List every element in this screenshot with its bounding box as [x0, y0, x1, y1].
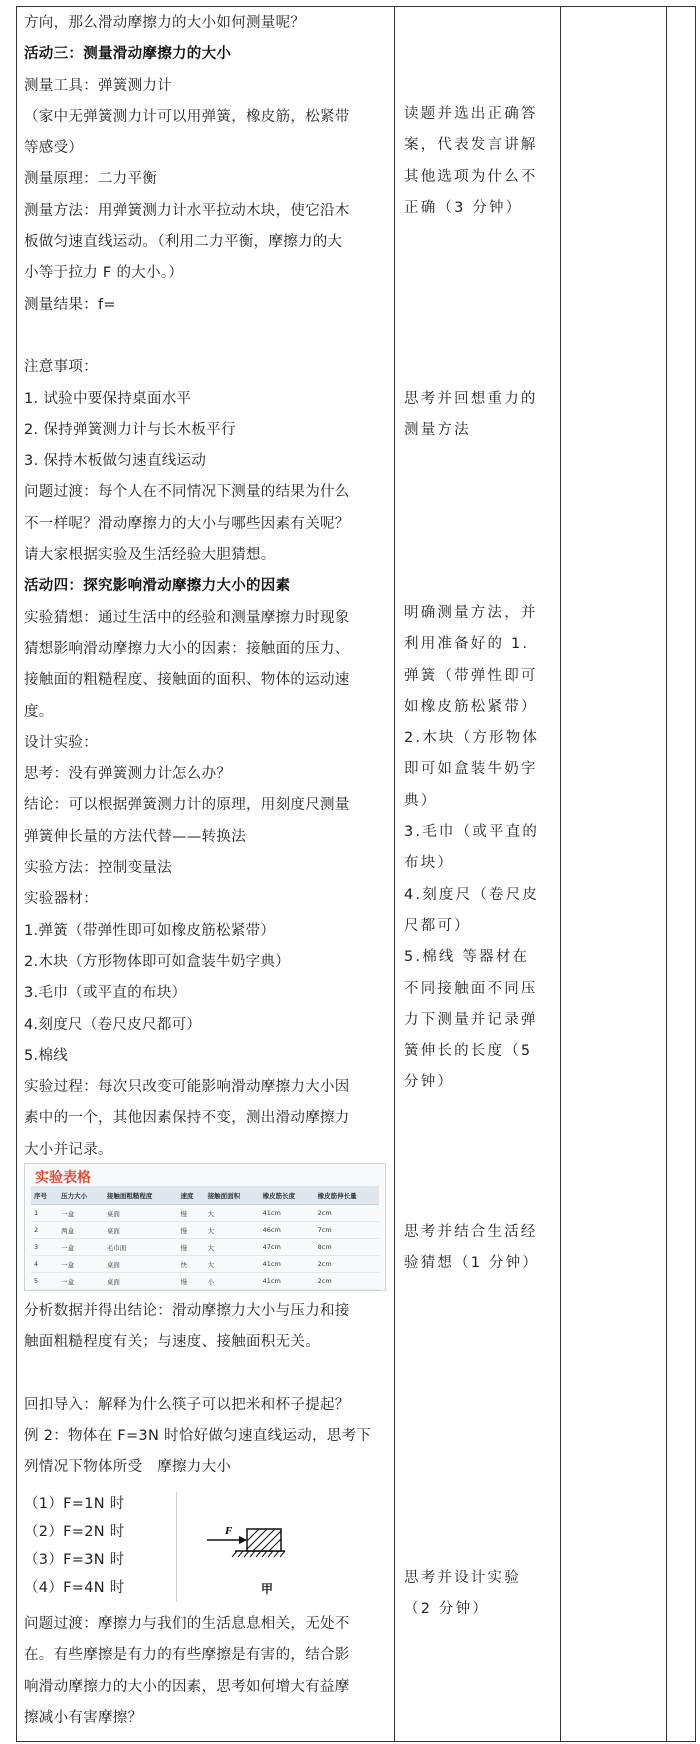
table-cell: 7cm [315, 1222, 379, 1239]
table-cell: 两盒 [58, 1222, 104, 1239]
text-line: 在。有些摩擦是有力的有些摩擦是有害的，结合影 [24, 1647, 350, 1664]
student-activity-line: 明确测量方法，并 [404, 605, 538, 621]
table-row [31, 1205, 379, 1222]
table-cell: 桌面 [104, 1205, 178, 1222]
column-divider [560, 6, 561, 1742]
table-cell: 2cm [315, 1256, 379, 1273]
table-row [31, 1222, 379, 1239]
table-cell: 大 [205, 1256, 260, 1273]
student-activity-line: 正确（3 分钟） [404, 199, 523, 216]
text-line: 触面粗糙程度有关；与速度、接触面积无关。 [24, 1334, 320, 1351]
table-cell: 毛巾面 [104, 1239, 178, 1256]
text-line: 设计实验： [24, 734, 98, 751]
text-line: 思考：没有弹簧测力计怎么办？ [24, 766, 232, 783]
student-activity-line: 力下测量并记录弹 [404, 1011, 538, 1028]
student-activity-line: 簧伸长的长度（5 [404, 1043, 533, 1060]
text-line: 回扣导入：解释为什么筷子可以把米和杯子提起？ [24, 1396, 350, 1413]
student-activity-line: 即可如盒装牛奶字 [404, 761, 538, 778]
student-activity-block [404, 1217, 549, 1280]
student-activity-line: 测量方法 [404, 422, 471, 439]
student-activity-line: 分钟） [404, 1074, 455, 1091]
table-cell: 慢 [177, 1273, 204, 1290]
table-cell: 桌面 [104, 1222, 178, 1239]
example-option: （3）F=3N 时 [24, 1552, 125, 1568]
student-activity-line: 典） [404, 792, 438, 809]
text-line: 测量方法：用弹簧测力计水平拉动木块，使它沿木 [24, 202, 350, 219]
text-line: 注意事项： [24, 359, 98, 376]
student-activity-line: 思考并设计实验 [404, 1570, 521, 1586]
text-line: 测量结果：f= [24, 296, 116, 313]
section-heading: 活动三：测量滑动摩擦力的大小 [24, 46, 232, 63]
experiment-table [31, 1186, 379, 1290]
student-activity-line: 不同接触面不同压 [404, 980, 538, 997]
example-option: （1）F=1N 时 [24, 1496, 125, 1512]
student-activity-block [404, 1563, 549, 1626]
table-cell: 一盒 [58, 1239, 104, 1256]
example-option: （4）F=4N 时 [24, 1580, 125, 1596]
text-line: 分析数据并得出结论：滑动摩擦力大小与压力和接 [24, 1303, 350, 1319]
table-cell: 4 [31, 1256, 58, 1273]
table-header-cell: 橡皮筋长度 [260, 1186, 315, 1205]
student-activity-line: 弹簧（带弹性即可 [404, 667, 538, 684]
text-line: 板做匀速直线运动。（利用二力平衡，摩擦力的大 [24, 234, 343, 251]
table-header-cell: 接触面粗糙程度 [104, 1186, 178, 1205]
text-line: 弹簧伸长量的方法代替——转换法 [24, 828, 246, 845]
table-cell: 41cm [260, 1273, 315, 1290]
text-line: 测量工具：弹簧测力计 [24, 77, 172, 94]
block-on-surface-diagram [177, 1492, 339, 1602]
table-cell: 一盒 [58, 1256, 104, 1273]
table-row [31, 1273, 379, 1290]
student-activity-line: 布块） [404, 855, 455, 872]
table-cell: 大 [205, 1239, 260, 1256]
table-cell: 5 [31, 1273, 58, 1290]
table-cell: 一盒 [58, 1273, 104, 1290]
text-line: 实验猜想：通过生活中的经验和测量摩擦力时现象 [24, 609, 350, 626]
student-activity-line: 案，代表发言讲解 [404, 137, 538, 154]
ground-hatching [232, 1551, 285, 1557]
student-activity-block [404, 598, 549, 1099]
table-cell: 桌面 [104, 1273, 178, 1290]
teaching-content-column [24, 8, 394, 1166]
force-label: F [225, 1525, 233, 1537]
student-activity-block [404, 384, 549, 447]
text-line [24, 1359, 394, 1390]
text-line: 问题过渡：摩擦力与我们的生活息息相关，无处不 [24, 1616, 350, 1632]
student-activity-block [404, 99, 549, 224]
table-cell: 一盒 [58, 1205, 104, 1222]
text-line: 问题过渡：每个人在不同情况下测量的结果为什么 [24, 484, 350, 501]
column-divider [666, 6, 667, 1742]
table-cell: 快 [177, 1256, 204, 1273]
table-row [31, 1256, 379, 1273]
text-line: 3.毛巾（或平直的布块） [24, 985, 187, 1002]
table-header-cell: 序号 [31, 1186, 58, 1205]
text-line: 擦减小有害摩擦？ [24, 1709, 143, 1726]
text-line: 实验方法：控制变量法 [24, 860, 172, 877]
student-activity-line: 思考并结合生活经 [404, 1224, 538, 1240]
experiment-table-image [24, 1163, 386, 1291]
text-line: 3. 保持木板做匀速直线运动 [24, 453, 207, 470]
figure-caption: 甲 [261, 1582, 274, 1596]
table-cell: 8cm [315, 1239, 379, 1256]
table-cell: 2cm [315, 1205, 379, 1222]
text-line: 4.刻度尺（卷尺皮尺都可） [24, 1016, 202, 1033]
closing-section [24, 1609, 394, 1734]
table-cell: 大 [205, 1205, 260, 1222]
text-line: 素中的一个，其他因素保持不变，测出滑动摩擦力 [24, 1110, 350, 1127]
student-activity-line: 5.棉线 等器材在 [404, 949, 530, 966]
text-line: 结论：可以根据弹簧测力计的原理，用刻度尺测量 [24, 797, 350, 814]
text-line: 列情况下物体所受 摩擦力大小 [24, 1459, 232, 1476]
table-cell: 41cm [260, 1256, 315, 1273]
experiment-table-title: 实验表格 [35, 1170, 91, 1186]
student-activity-line: 如橡皮筋松紧带） [404, 698, 538, 715]
table-cell: 小 [205, 1273, 260, 1290]
text-line: 不一样呢？滑动摩擦力的大小与哪些因素有关呢？ [24, 515, 350, 532]
table-cell: 3 [31, 1239, 58, 1256]
table-cell: 桌面 [104, 1256, 178, 1273]
text-line: 响滑动摩擦力的大小的因素，思考如何增大有益摩 [24, 1678, 350, 1695]
text-line: 小等于拉力 F 的大小。） [24, 265, 184, 282]
student-activity-line: 读题并选出正确答 [404, 106, 538, 122]
text-line: 大小并记录。 [24, 1141, 113, 1158]
table-header-cell: 压力大小 [58, 1186, 104, 1205]
student-activity-line: 2.木块（方形物体 [404, 730, 540, 747]
student-activity-line: 验猜想（1 分钟） [404, 1255, 540, 1272]
student-activity-line: 思考并回想重力的 [404, 391, 538, 407]
table-cell: 41cm [260, 1205, 315, 1222]
text-line: 2. 保持弹簧测力计与长木板平行 [24, 421, 236, 438]
text-line: 度。 [24, 703, 54, 720]
table-cell: 2 [31, 1222, 58, 1239]
text-line: 猜想影响滑动摩擦力大小的因素：接触面的压力、 [24, 640, 350, 657]
table-cell: 大 [205, 1222, 260, 1239]
text-line: 请大家根据实验及生活经验大胆猜想。 [24, 547, 276, 564]
text-line: 1.弹簧（带弹性即可如橡皮筋松紧带） [24, 922, 276, 939]
student-activity-line: 利用准备好的 1. [404, 636, 530, 653]
student-activity-line: 其他选项为什么不 [404, 168, 538, 185]
student-activity-line: （2 分钟） [404, 1601, 490, 1618]
text-line [24, 321, 394, 352]
text-line: 实验过程：每次只改变可能影响滑动摩擦力大小因 [24, 1079, 350, 1096]
table-header-cell: 接触面面积 [205, 1186, 260, 1205]
table-header-cell: 速度 [177, 1186, 204, 1205]
table-cell: 47cm [260, 1239, 315, 1256]
student-activity-line: 尺都可） [404, 917, 471, 934]
text-line: 1. 试验中要保持桌面水平 [24, 390, 192, 407]
text-line: 等感受） [24, 140, 84, 157]
text-line: （家中无弹簧测力计可以用弹簧，橡皮筋，松紧带 [24, 108, 350, 125]
arrow-head [239, 1536, 247, 1544]
text-line: 5.棉线 [24, 1047, 69, 1064]
example-option: （2）F=2N 时 [24, 1524, 125, 1540]
text-line: 测量原理：二力平衡 [24, 171, 158, 188]
table-cell: 1 [31, 1205, 58, 1222]
table-cell: 慢 [177, 1239, 204, 1256]
text-line: 2.木块（方形物体即可如盒装牛奶字典） [24, 953, 291, 970]
table-cell: 2cm [315, 1273, 379, 1290]
table-cell: 慢 [177, 1222, 204, 1239]
table-cell: 慢 [177, 1205, 204, 1222]
student-activity-line: 3.毛巾（或平直的 [404, 824, 540, 841]
table-row [31, 1239, 379, 1256]
text-line: 方向，那么滑动摩擦力的大小如何测量呢？ [24, 15, 306, 31]
text-line: 实验器材： [24, 891, 98, 908]
text-line: 例 2：物体在 F=3N 时恰好做匀速直线运动，思考下 [24, 1428, 372, 1445]
student-activity-line: 4.刻度尺（卷尺皮 [404, 886, 540, 903]
table-header-cell: 橡皮筋伸长量 [315, 1186, 379, 1205]
force-diagram [176, 1492, 339, 1602]
section-heading: 活动四：探究影响滑动摩擦力大小的因素 [24, 578, 291, 595]
text-line: 接触面的粗糙程度、接触面的面积、物体的运动速 [24, 672, 350, 689]
column-divider [394, 6, 395, 1742]
conclusion-section [24, 1296, 394, 1484]
table-cell: 46cm [260, 1222, 315, 1239]
